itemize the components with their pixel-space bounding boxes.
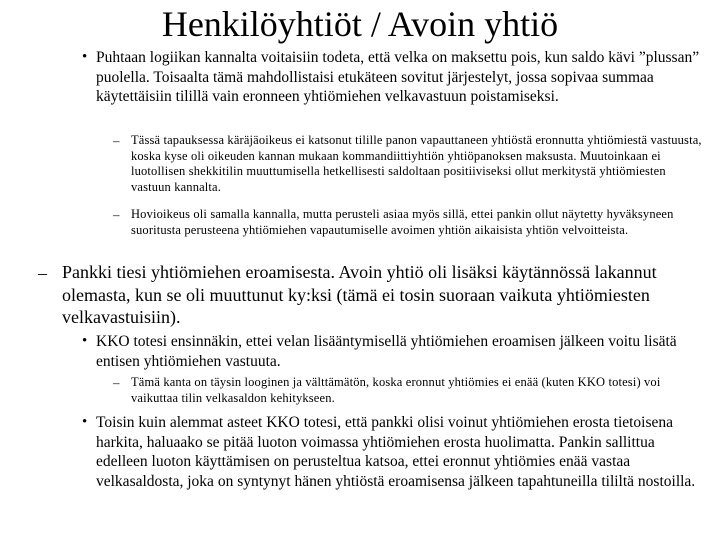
bullet-marker: • [82,49,88,65]
bullet-marker: • [82,333,88,349]
dash-marker: – [113,133,120,148]
dash-marker: – [38,263,47,283]
bullet-item: Toisin kuin alemmat asteet KKO totesi, että pankki olisi voinut yhtiömiehen erosta tietoisena harkita, haluaako se pitää luoton voimassa yhtiömiehen erosta huolimatta. Pankin sallittua edelleen luoton käyttämisen on perusteltua katsoa, ettei eronnut yhtiömies enää vastaa velkasaldosta, joka on syntynyt hänen yhtiöstä eroamisensa jälkeen tapahtuneilla tililtä nostoilla. [96,414,696,490]
slide-title: Henkilöyhtiöt / Avoin yhtiö [161,4,559,44]
dash-item: Pankki tiesi yhtiömiehen eroamisesta. Avoin yhtiö oli lisäksi käytännössä lakannut olemasta, kun se oli muuttunut ky:ksi (tämä ei tosin suoraan vaikuta yhtiömiesten velkavastuisiin). [62,262,657,327]
dash-item: Tämä kanta on täysin looginen ja välttämätön, koska eronnut yhtiömies ei enää (kuten KKO totesi) voi vaikuttaa tilin velkasaldon kehitykseen. [131,375,661,405]
dash-item: Tässä tapauksessa käräjäoikeus ei katsonut tilille panon vapauttaneen yhtiöstä eronnutta yhtiömiestä vastuusta, koska kyse oli oikeuden kannan mukaan kommandiittiyhtiön yhtiöpanoksen maksusta. Muutoinkaan ei luotollisen shekkitilin muuttumisella hetkellisesti saldoltaan positiiviseksi ollut merkitystä yhtiömiesten vastuun kannalta. [131,133,702,194]
dash-marker: – [113,375,120,390]
bullet-item: KKO totesi ensinnäkin, ettei velan lisääntymisellä yhtiömiehen eroamisen jälkeen voitu lisätä entisen yhtiömiehen vastuuta. [96,333,677,370]
bullet-item: Puhtaan logiikan kannalta voitaisiin todeta, että velka on maksettu pois, kun saldo kävi ”plussan” puolella. Toisaalta tämä mahdollistaisi etukäteen sovitut järjestelyt, jossa sopivaa summaa käytettäisiin tilillä vain eronneen yhtiömiehen velkavastuun poistamiseksi. [96,49,700,105]
dash-marker: – [113,207,120,222]
bullet-marker: • [82,414,88,430]
dash-item: Hovioikeus oli samalla kannalla, mutta perusteli asiaa myös sillä, ettei pankin ollut näytetty hyväksyneen suoritusta perusteena yhtiömiehen vapautumiselle avoimen yhtiön aikaisista yhtiön velvoitteista. [131,207,674,237]
